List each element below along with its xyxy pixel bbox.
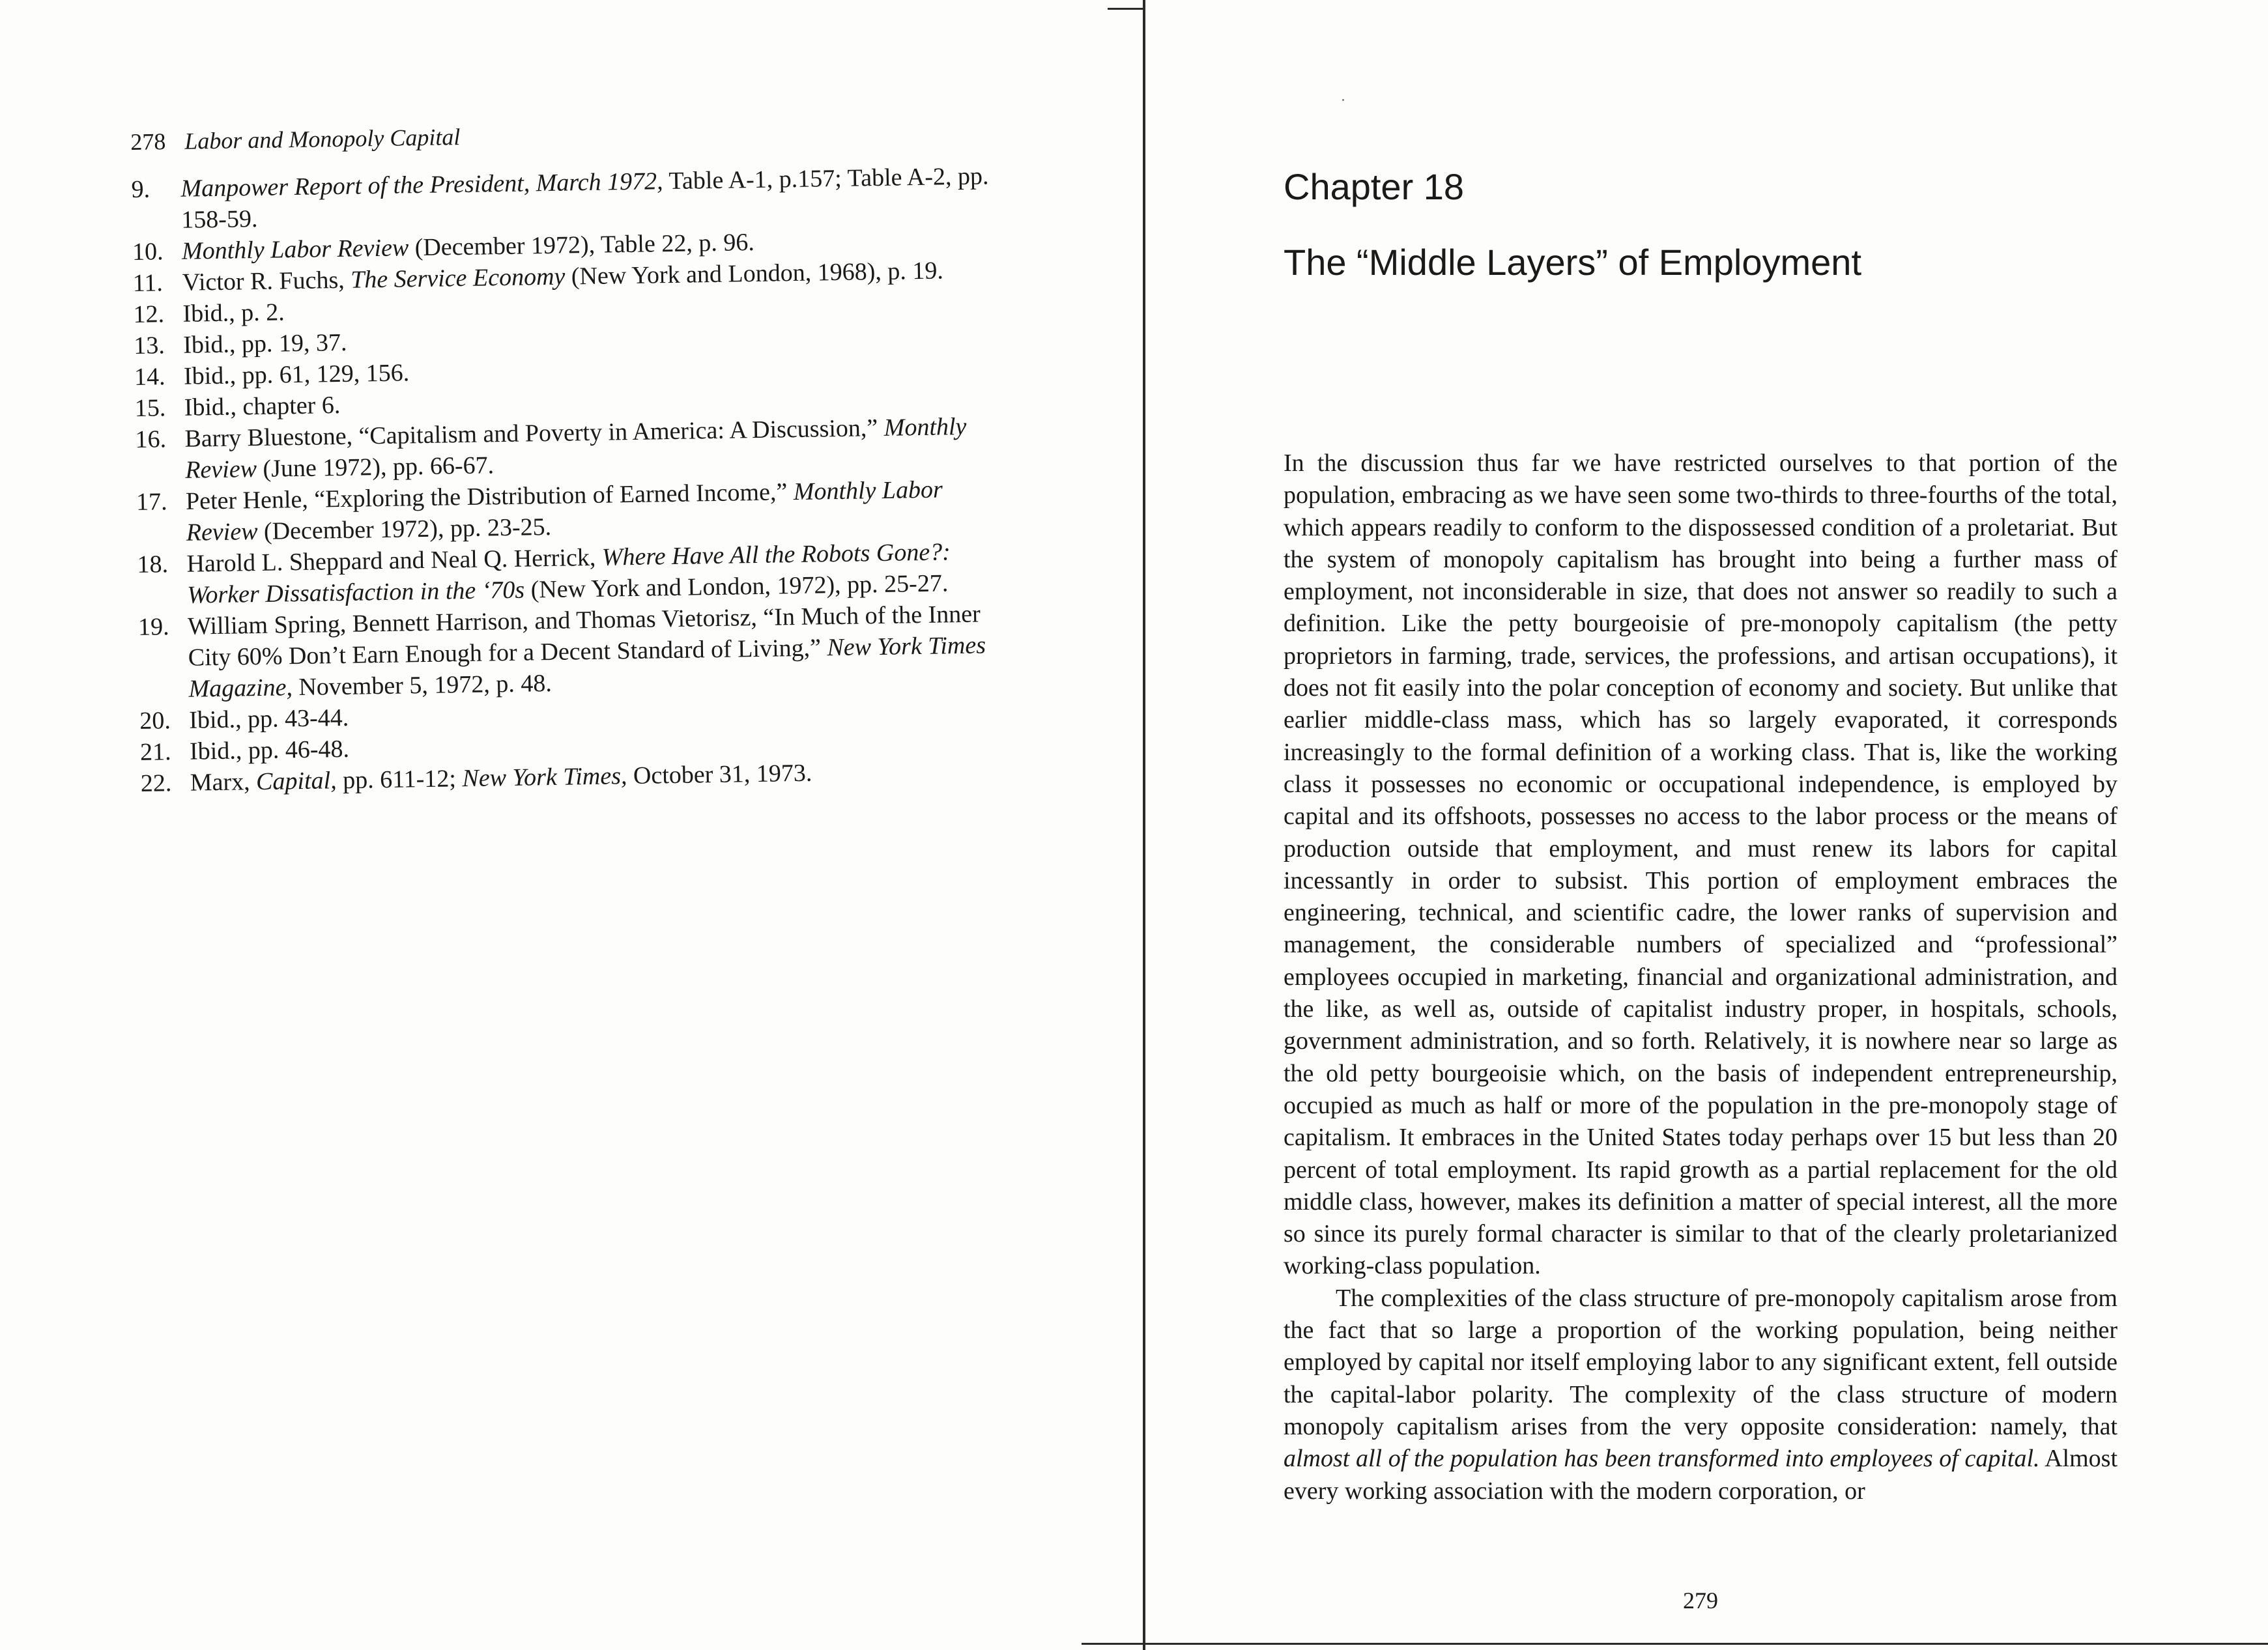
- right-page-number: 279: [1683, 1587, 1718, 1614]
- scan-speck: [1342, 99, 1344, 101]
- endnote-text: (June 1972), pp. 66-67.: [256, 451, 495, 483]
- endnote-text: Harold L. Sheppard and Neal Q. Herrick,: [186, 543, 603, 578]
- endnote-number: 19.: [137, 613, 169, 641]
- body-text-run: Almost every working association with the modern corporation, or: [1284, 1445, 2118, 1505]
- endnote-text: Victor R. Fuchs,: [182, 266, 351, 296]
- endnote-text: Ibid., pp. 43-44.: [188, 704, 349, 734]
- endnote-italic: Manpower Report of the President, March 1972,: [180, 167, 663, 203]
- endnote-text: Peter Henle, “Exploring the Distribution of Earned Income,”: [185, 478, 794, 515]
- endnote-text: William Spring, Bennett Harrison, and Thomas Vietorisz, “In Much of the Inner City 60% Don’t Earn Enough for a Decent Standard of Living,”: [187, 600, 981, 672]
- chapter-title: The “Middle Layers” of Employment: [1284, 242, 1862, 283]
- endnote-text: November 5, 1972, p. 48.: [292, 669, 553, 702]
- endnote-text: Ibid., pp. 61, 129, 156.: [183, 359, 410, 390]
- endnote-number: 11.: [132, 269, 164, 297]
- endnote-text: Ibid., pp. 46-48.: [189, 735, 350, 765]
- body-paragraph: [1284, 1283, 2117, 1507]
- endnote-number: 17.: [136, 488, 167, 516]
- endnote-text: pp. 611-12;: [336, 765, 463, 795]
- endnote-text: Marx,: [190, 768, 257, 797]
- endnotes-list: [131, 160, 1001, 799]
- endnote-text: Ibid., p. 2.: [182, 298, 285, 328]
- endnote-italic: New York Times Magazine,: [188, 631, 986, 703]
- left-page-number: 278: [130, 128, 166, 155]
- crop-mark-bottom: [1082, 1643, 2268, 1645]
- endnote-text: (New York and London, 1968), p. 19.: [564, 257, 944, 291]
- chapter-label: Chapter 18: [1284, 166, 1465, 207]
- endnote-text: Table A-1, p.157; Table A-2, pp. 158-59.: [180, 162, 989, 234]
- endnote-number: 9.: [131, 175, 151, 203]
- endnote-italic: The Service Economy: [350, 263, 566, 294]
- endnote-text: (December 1972), pp. 23-25.: [257, 513, 552, 546]
- endnote-italic: New York Times,: [462, 762, 627, 793]
- running-head: [130, 113, 991, 157]
- endnote-number: 21.: [139, 738, 171, 766]
- endnote-text: (December 1972), Table 22, p. 96.: [408, 228, 755, 262]
- endnote-text: Ibid., chapter 6.: [184, 391, 341, 421]
- endnote-italic: Where Have All the Robots Gone?: Worker Dissatisfaction in the ‘70s: [186, 538, 951, 609]
- endnote-number: 15.: [134, 394, 166, 422]
- right-page: [1284, 166, 2118, 1505]
- endnote-number: 14.: [134, 363, 165, 391]
- endnote-text: Ibid., pp. 19, 37.: [182, 328, 347, 359]
- endnote-text: October 31, 1973.: [627, 759, 812, 790]
- left-page: [130, 113, 1001, 799]
- chapter-body: [1284, 448, 2117, 1507]
- endnote-text: (New York and London, 1972), pp. 25-27.: [524, 569, 949, 604]
- gutter-line: [1143, 0, 1145, 1650]
- endnote-italic: Monthly Labor Review: [186, 476, 943, 547]
- endnote-italic: Capital,: [255, 767, 337, 796]
- endnote-italic: Monthly Labor Review: [181, 234, 409, 265]
- endnote: [138, 598, 999, 705]
- endnote-number: 12.: [133, 300, 165, 328]
- endnote-number: 10.: [132, 238, 164, 266]
- endnote-number: 22.: [140, 769, 172, 797]
- endnote-text: Barry Bluestone, “Capitalism and Poverty in America: A Discussion,”: [184, 414, 885, 453]
- endnote-number: 13.: [133, 332, 165, 360]
- crop-mark-top: [1108, 8, 1145, 10]
- endnote-number: 20.: [139, 707, 171, 735]
- endnote-number: 18.: [137, 550, 169, 578]
- body-text-run: The complexities of the class structure of pre-monopoly capitalism arose from the fact that so large a proportion of the working population, being neither employed by capital nor itself employing labor to any significant extent, fell outside the capital-labor polarity. The complexity of the class structure of modern monopoly capitalism arises from the very opposite consideration: namely, that: [1284, 1284, 2117, 1440]
- body-text-emphasis: almost all of the population has been transformed into employees of capital.: [1284, 1445, 2040, 1473]
- endnote-italic: Monthly Review: [184, 412, 967, 484]
- running-title: Labor and Monopoly Capital: [184, 124, 461, 154]
- body-paragraph: In the discussion thus far we have restricted ourselves to that portion of the population, embracing as we have seen some two-thirds to three-fourths of the total, which appears readily to conform to the dispossessed condition of a proletariat. But the system of monopoly capitalism has brought into being a further mass of employment, not inconsiderable in size, that does not answer so readily to such a definition. Like the petty bourgeoisie of pre-monopoly capitalism (the petty proprietors in farming, trade, services, the professions, and artisan occupations), it does not fit easily into the polar conception of economy and society. But unlike that earlier middle-class mass, which has so largely evaporated, it corresponds increasingly to the formal definition of a working class. That is, like the working class it possesses no economic or occupational independence, is employed by capital and its offshoots, possesses no access to the labor process or the means of production outside that employment, and must renew its labors for capital incessantly in order to subsist. This portion of employment embraces the engineering, technical, and scientific cadre, the lower ranks of supervision and management, the considerable numbers of specialized and “professional” employees occupied in marketing, financial and organizational administration, and the like, as well as, outside of capitalist industry proper, in hospitals, schools, government administration, and so forth. Relatively, it is nowhere near so large as the old petty bourgeoisie which, on the basis of independent entrepreneurship, occupied as much as half or more of the population in the pre-monopoly stage of capitalism. It embraces in the United States today perhaps over 15 but less than 20 percent of total employment. Its rapid growth as a partial replacement for the old middle class, however, makes its definition a matter of special interest, all the more so since its purely formal character is similar to that of the clearly proletarianized working-class population.: [1284, 449, 2117, 1280]
- endnote-number: 16.: [135, 425, 167, 453]
